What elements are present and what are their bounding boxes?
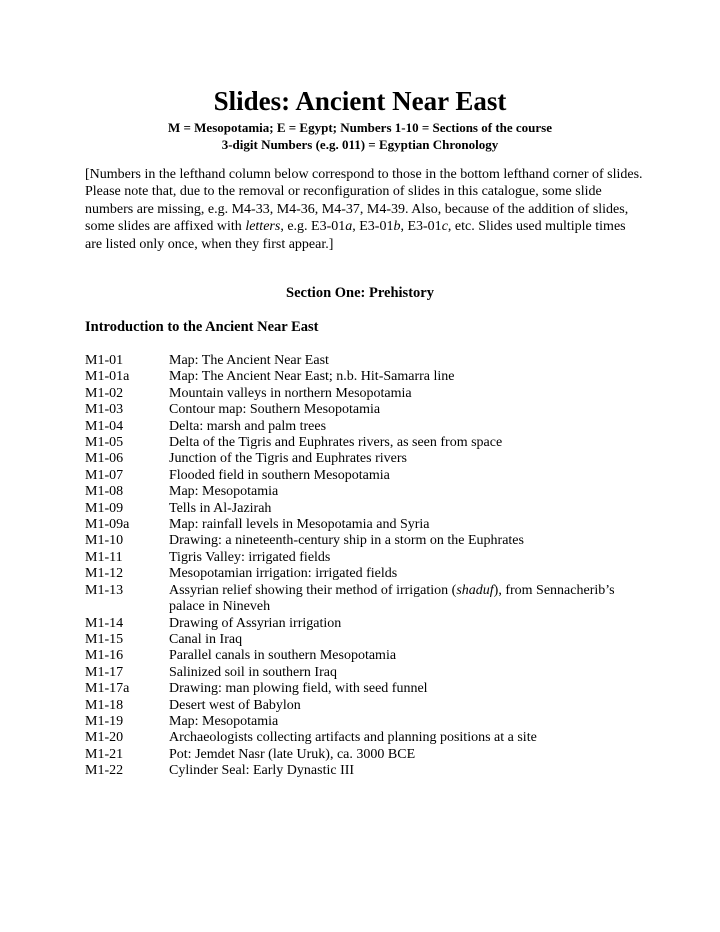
slide-description-part: Assyrian relief showing their method of irrigation ( bbox=[169, 582, 457, 598]
slide-description: Contour map: Southern Mesopotamia bbox=[169, 402, 381, 418]
slide-code: M1-05 bbox=[85, 435, 124, 451]
slide-description: Map: Mesopotamia bbox=[169, 713, 279, 729]
list-item bbox=[85, 665, 645, 681]
slide-code: M1-20 bbox=[85, 730, 124, 746]
list-item bbox=[85, 501, 645, 517]
intro-text-5: , etc. Slides used multiple times are listed only once, when they first appear.] bbox=[85, 219, 626, 252]
intro-letter-a: a bbox=[345, 219, 353, 235]
sub-heading: Introduction to the Ancient Near East bbox=[85, 319, 319, 335]
slide-code: M1-17a bbox=[85, 681, 130, 697]
subtitle-key-line: M = Mesopotamia; E = Egypt; Numbers 1-10 = Sections of the course bbox=[167, 120, 552, 135]
slide-description: Mountain valleys in northern Mesopotamia bbox=[169, 385, 412, 401]
slide-description: Drawing of Assyrian irrigation bbox=[169, 615, 342, 631]
slide-description: Delta: marsh and palm trees bbox=[169, 418, 327, 434]
list-item bbox=[85, 517, 645, 533]
slide-code: M1-11 bbox=[85, 549, 123, 565]
list-item bbox=[85, 386, 645, 402]
list-item bbox=[85, 747, 645, 763]
list-item bbox=[85, 550, 645, 566]
slide-description: Desert west of Babylon bbox=[169, 697, 301, 713]
slide-description: Cylinder Seal: Early Dynastic III bbox=[169, 763, 355, 779]
list-item bbox=[85, 402, 645, 418]
slide-code: M1-13 bbox=[85, 582, 124, 598]
slide-description: Archaeologists collecting artifacts and planning positions at a site bbox=[169, 730, 537, 746]
slide-description: Mesopotamian irrigation: irrigated fields bbox=[169, 566, 398, 582]
list-item bbox=[85, 632, 645, 648]
slide-description-part: ), from Sennacherib’s palace in Nineveh bbox=[169, 582, 615, 615]
slide-description: Delta of the Tigris and Euphrates rivers, as seen from space bbox=[169, 435, 503, 451]
slide-code: M1-12 bbox=[85, 566, 124, 582]
list-item bbox=[85, 451, 645, 467]
slide-code: M1-14 bbox=[85, 615, 124, 631]
slide-code: M1-16 bbox=[85, 648, 124, 664]
page-title: Slides: Ancient Near East bbox=[213, 86, 507, 116]
list-item bbox=[85, 468, 645, 484]
slide-description: Drawing: a nineteenth-century ship in a storm on the Euphrates bbox=[169, 533, 524, 549]
slide-description: Map: Mesopotamia bbox=[169, 484, 279, 500]
slide-description: Canal in Iraq bbox=[169, 631, 243, 647]
slide-code: M1-08 bbox=[85, 484, 124, 500]
slide-code: M1-09 bbox=[85, 500, 124, 516]
intro-paragraph bbox=[85, 166, 645, 253]
list-item bbox=[85, 484, 645, 500]
list-item bbox=[85, 419, 645, 435]
slide-code: M1-17 bbox=[85, 664, 124, 680]
list-item bbox=[85, 698, 645, 714]
slide-code: M1-10 bbox=[85, 533, 124, 549]
slide-description: Flooded field in southern Mesopotamia bbox=[169, 467, 390, 483]
list-item bbox=[85, 681, 645, 697]
list-item bbox=[85, 583, 645, 616]
intro-text-2: , e.g. E3-01 bbox=[280, 219, 346, 235]
list-item bbox=[85, 616, 645, 632]
slide-description: Parallel canals in southern Mesopotamia bbox=[169, 648, 397, 664]
intro-letter-b: b bbox=[393, 219, 401, 235]
list-item bbox=[85, 353, 645, 369]
slide-description: Junction of the Tigris and Euphrates rivers bbox=[169, 451, 407, 467]
list-item bbox=[85, 763, 645, 779]
slide-code: M1-04 bbox=[85, 418, 124, 434]
slide-description: Pot: Jemdet Nasr (late Uruk), ca. 3000 BCE bbox=[169, 746, 416, 762]
slide-code: M1-02 bbox=[85, 385, 124, 401]
subtitle-chronology-line: 3-digit Numbers (e.g. 011) = Egyptian Chronology bbox=[221, 137, 499, 152]
slide-code: M1-01a bbox=[85, 369, 130, 385]
slide-description: Drawing: man plowing field, with seed funnel bbox=[169, 681, 428, 697]
slide-description: Salinized soil in southern Iraq bbox=[169, 664, 337, 680]
list-item bbox=[85, 369, 645, 385]
slide-description: Tigris Valley: irrigated fields bbox=[169, 549, 331, 565]
list-item bbox=[85, 435, 645, 451]
slide-code: M1-06 bbox=[85, 451, 124, 467]
slide-code: M1-01 bbox=[85, 353, 124, 368]
list-item bbox=[85, 714, 645, 730]
section-heading: Section One: Prehistory bbox=[286, 285, 434, 301]
slide-code: M1-19 bbox=[85, 713, 124, 729]
slide-code: M1-22 bbox=[85, 763, 124, 779]
list-item bbox=[85, 648, 645, 664]
slide-description bbox=[169, 583, 645, 616]
slide-code: M1-15 bbox=[85, 631, 124, 647]
list-item bbox=[85, 533, 645, 549]
slide-code: M1-07 bbox=[85, 467, 124, 483]
slide-list bbox=[85, 353, 645, 780]
list-item bbox=[85, 566, 645, 582]
slide-code: M1-21 bbox=[85, 746, 124, 762]
slide-description: Map: rainfall levels in Mesopotamia and Syria bbox=[169, 517, 430, 533]
slide-code: M1-03 bbox=[85, 402, 124, 418]
intro-text-4: , E3-01 bbox=[400, 219, 442, 235]
intro-text-1: [Numbers in the lefthand column below correspond to those in the bottom lefthand corner of slides. Please note that, due to the removal or reconfiguration of slides in this catalogue, some slide numbers are missing, e.g. M4-33, M4-36, M4-37, M4-39. Also, because of the addition of slides, some slides are affixed with bbox=[85, 167, 643, 235]
intro-text-3: , E3-01 bbox=[352, 219, 394, 235]
intro-letter-c: c bbox=[441, 219, 448, 235]
shaduf-term: shaduf bbox=[456, 582, 494, 598]
slide-description: Tells in Al-Jazirah bbox=[169, 500, 272, 516]
intro-letters-word: letters bbox=[245, 219, 281, 235]
slide-description: Map: The Ancient Near East; n.b. Hit-Samarra line bbox=[169, 369, 455, 385]
slide-description: Map: The Ancient Near East bbox=[169, 353, 329, 368]
slide-code: M1-09a bbox=[85, 517, 130, 533]
list-item bbox=[85, 730, 645, 746]
slide-code: M1-18 bbox=[85, 697, 124, 713]
